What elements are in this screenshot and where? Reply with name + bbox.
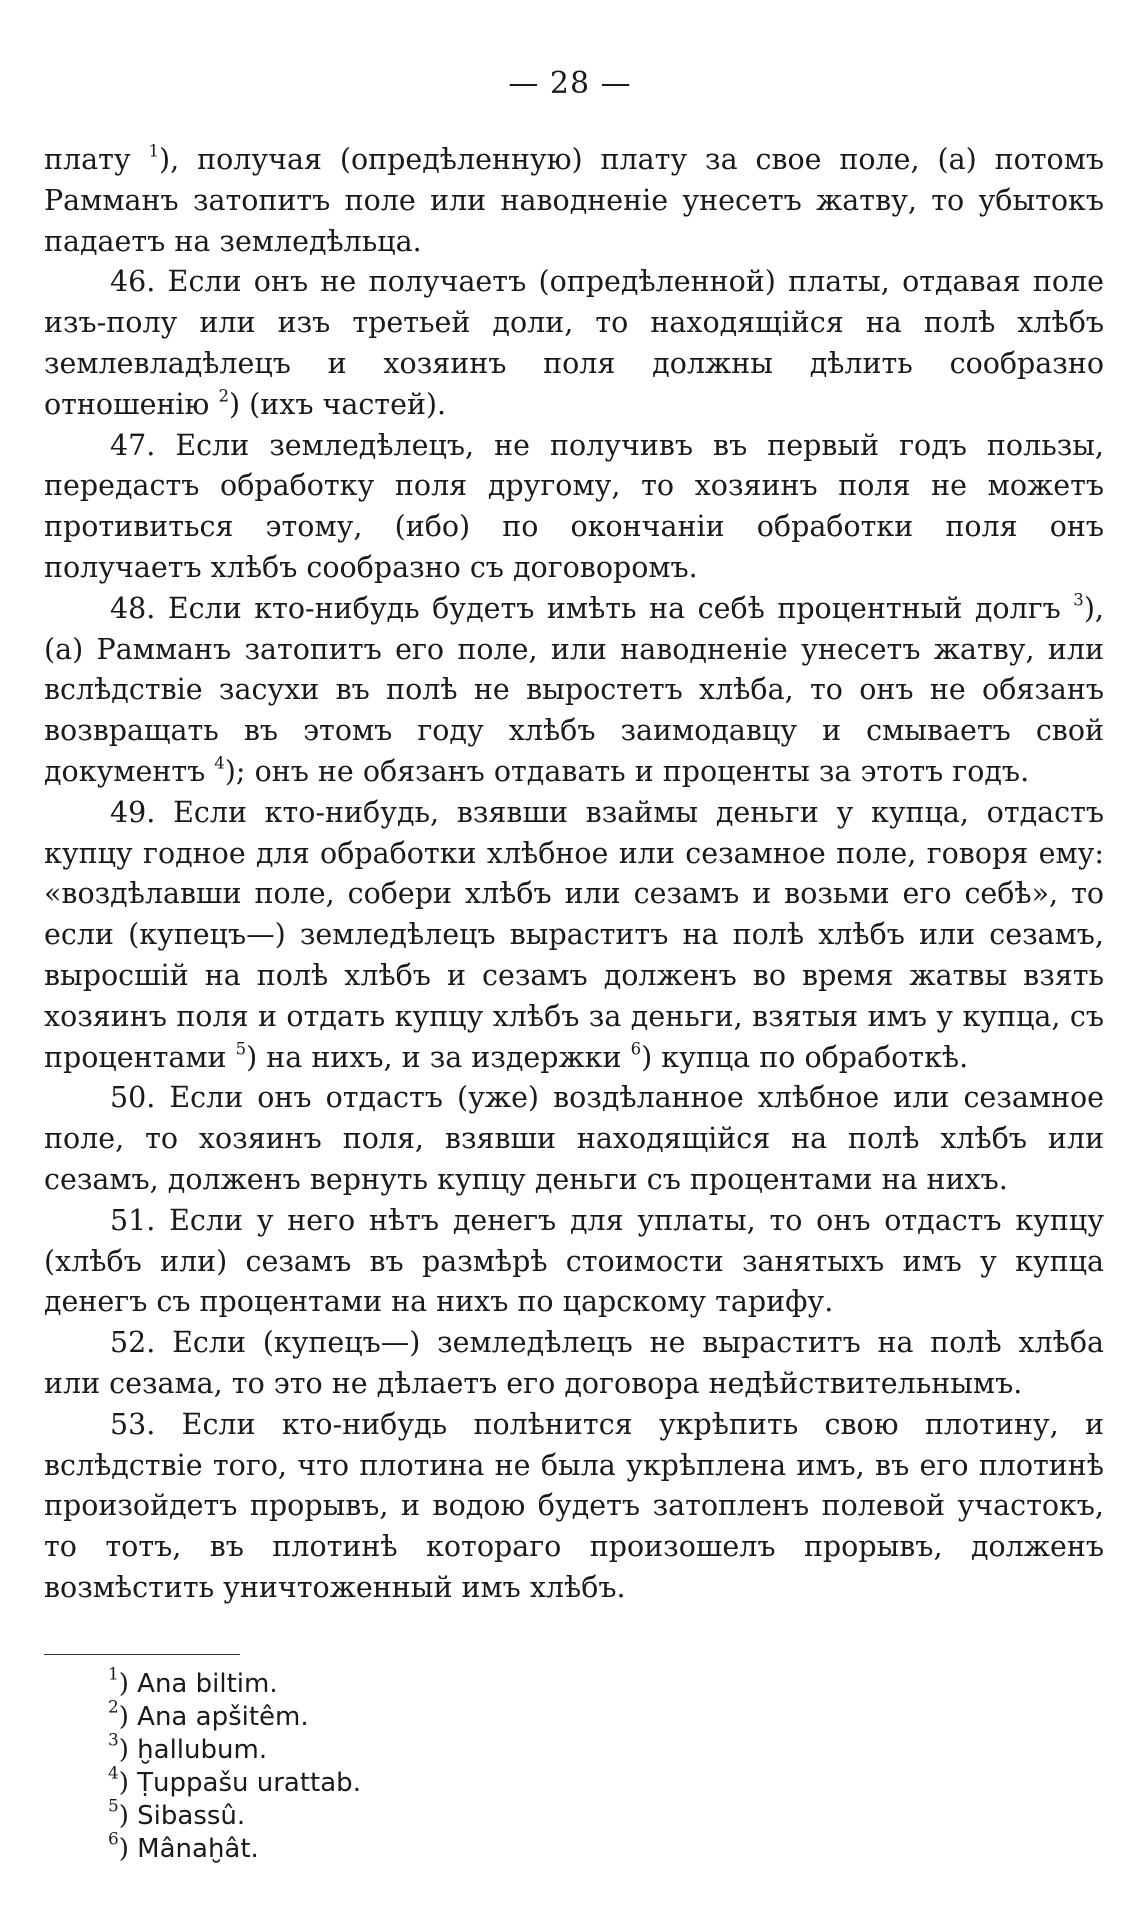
paragraph-text: 48. Если кто-нибудь будетъ имѣть на себѣ процентный долгъ (110, 591, 1074, 625)
paragraph-text: ), получая (опредѣленную) плату за свое поле, (а) потомъ Рамманъ затопитъ поле или наводненіе унесетъ жатву, то убытокъ падаетъ на земледѣльца. (44, 143, 1105, 258)
paragraph-text: ); онъ не обязанъ отдавать и проценты за этотъ годъ. (224, 754, 1030, 788)
footnote-number: 2 (108, 1696, 119, 1717)
body-text (44, 140, 1104, 1609)
page-number: — 28 — (508, 66, 632, 101)
paragraph-text: 47. Если земледѣлецъ, не получивъ въ первый годъ пользы, передастъ обработку поля другому, то хозяинъ поля не можетъ противиться этому, (ибо) по окончаніи обработки поля онъ получаетъ хлѣбъ сообразно съ договоромъ. (44, 428, 1104, 584)
footnote-ref: 2 (218, 386, 229, 406)
footnote-text: Ṭuppašu urattab. (137, 1768, 361, 1798)
footnote-ref: 1 (148, 141, 160, 161)
footnote-text: Ana biltim. (137, 1669, 278, 1699)
footnote-ref: 3 (1073, 590, 1084, 610)
footnote-ref: 6 (630, 1039, 642, 1059)
paragraph-text: ) на нихъ, и за издержки (246, 1040, 631, 1074)
paragraph-intro (44, 140, 1104, 262)
paragraph-text: 50. Если онъ отдастъ (уже) воздѣланное хлѣбное или сезамное поле, то хозяинъ поля, взявши находящійся на полѣ хлѣбъ или сезамъ, долженъ вернуть купцу деньги съ процентами на нихъ. (44, 1081, 1104, 1196)
paragraph-text: ), (а) Рамманъ затопитъ его поле, или наводненіе унесетъ жатву, или вслѣдствіе засухи въ полѣ не выростетъ хлѣба, то онъ не обязанъ возвращать въ этомъ году хлѣбъ заимодавцу и смываетъ свой документъ (44, 591, 1104, 788)
footnote-text: ḫallubum. (137, 1735, 268, 1765)
paragraph-49 (44, 793, 1104, 1079)
paragraph-47 (44, 426, 1104, 589)
footnote-1: $^1$) Ana biltim. (108, 1663, 278, 1699)
paragraph-text: ) (ихъ частей). (228, 387, 447, 421)
paragraph-text: 53. Если кто-нибудь полѣнится укрѣпить свою плотину, и вслѣдствіе того, что плотина не была укрѣплена имъ, въ его плотинѣ произойдетъ прорывъ, и водою будетъ затопленъ полевой участокъ, то тотъ, въ плотинѣ котораго произошелъ прорывъ, долженъ возмѣстить уничтоженный имъ хлѣбъ. (44, 1407, 1104, 1604)
paragraph-50 (44, 1078, 1104, 1200)
footnote-divider (44, 1654, 240, 1655)
paragraph-text: 52. Если (купецъ—) земледѣлецъ не выраститъ на полѣ хлѣба или сезама, то это не дѣлаетъ его договора недѣйствительнымъ. (44, 1326, 1104, 1400)
footnote-number: 5 (108, 1795, 119, 1816)
footnote-text: Sibassû. (137, 1801, 246, 1831)
footnote-number: 1 (108, 1663, 119, 1684)
paragraph-text: 46. Если онъ не получаетъ (опредѣленной) платы, отдавая поле изъ-полу или изъ третьей доли, то находящійся на полѣ хлѣбъ землевладѣлецъ и хозяинъ поля должны дѣлить сообразно отношенію (44, 265, 1104, 421)
footnote-2: $^2$) Ana apšitêm. (108, 1696, 309, 1732)
footnotes (108, 1663, 808, 1866)
footnote-number: 4 (108, 1762, 119, 1783)
footnote-3: $^3$) ḫallubum. (108, 1729, 268, 1765)
paragraph-52 (44, 1323, 1104, 1405)
paragraph-51 (44, 1201, 1104, 1323)
footnote-ref: 4 (214, 753, 225, 773)
paragraph-53 (44, 1405, 1104, 1609)
paragraph-48 (44, 589, 1104, 793)
paragraph-text: ) купца по обработкѣ. (641, 1040, 969, 1074)
paragraph-text: 49. Если кто-нибудь, взявши взаймы деньги у купца, отдастъ купцу годное для обработки хлѣбное или сезамное поле, говоря ему: «воздѣлавши поле, собери хлѣбъ или сезамъ и возьми его себѣ», то если (купецъ—) земледѣлецъ выраститъ на полѣ хлѣбъ или сезамъ, выросшій на полѣ хлѣбъ и сезамъ долженъ во время жатвы взять хозяинъ поля и отдать купцу хлѣбъ за деньги, взятыя имъ у купца, съ процентами (44, 795, 1104, 1074)
footnote-5: $^5$) Sibassû. (108, 1795, 246, 1831)
paragraph-text: 51. Если у него нѣтъ денегъ для уплаты, то онъ отдастъ купцу (хлѣбъ или) сезамъ въ размѣрѣ стоимости занятыхъ имъ у купца денегъ съ процентами на нихъ по царскому тарифу. (44, 1203, 1104, 1319)
paragraph-text: плату (44, 143, 149, 176)
footnote-4: $^4$) Ṭuppašu urattab. (108, 1762, 361, 1798)
footnote-ref: 5 (235, 1039, 247, 1059)
footnote-6: $^6$) Mânaḫât. (108, 1828, 259, 1864)
footnote-number: 6 (108, 1828, 119, 1849)
footnote-text: Mânaḫât. (137, 1834, 259, 1864)
footnote-text: Ana apšitêm. (137, 1702, 309, 1732)
footnote-number: 3 (108, 1729, 119, 1750)
paragraph-46 (44, 262, 1104, 425)
